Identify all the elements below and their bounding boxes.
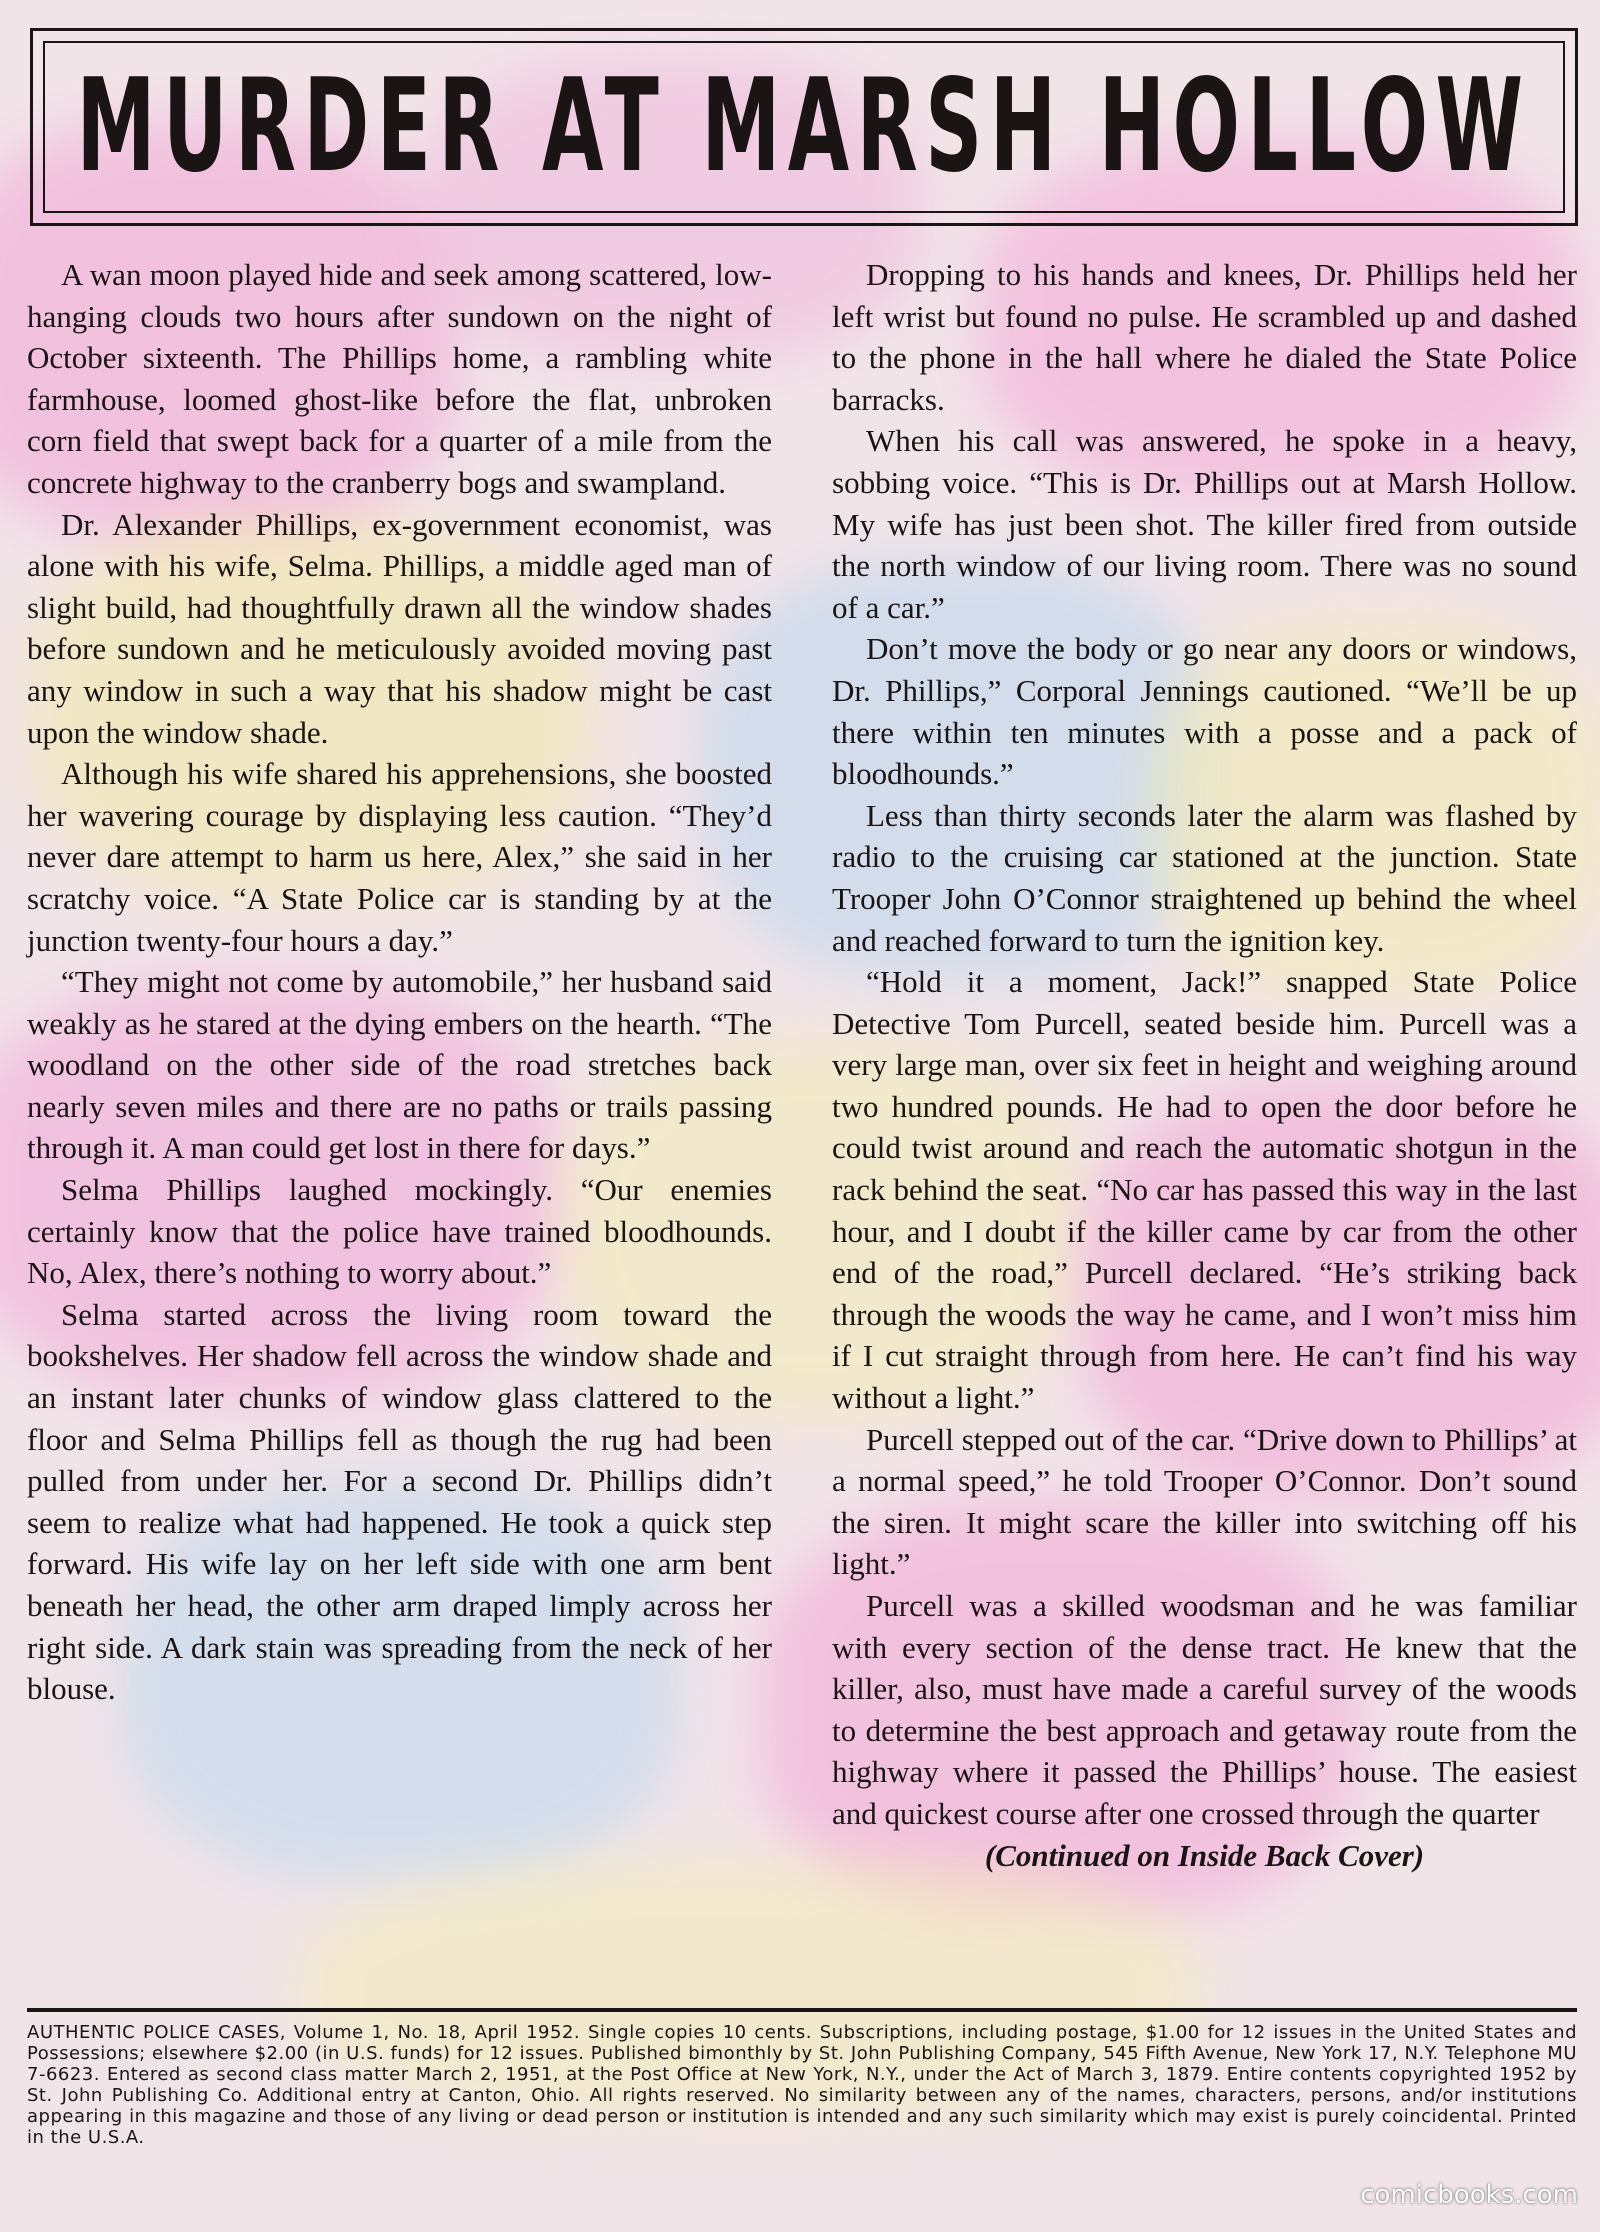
continued-note: (Continued on Inside Back Cover) — [984, 1837, 1425, 1873]
paragraph: “Hold it a moment, Jack!” snapped State Police Detective Tom Purcell, seated beside him. Purcell was a very large man, over six feet in height and weighing around two hundred pounds. He had to open the door before he could twist around and reach the automatic shotgun in the rack behind the seat. “No car has passed this way in the last hour, and I doubt if the killer came by car from the other end of the road,” Purcell declared. “He’s striking back through the woods the way he came, and I won’t miss him if I cut straight through from here. He can’t find his way without a light.” — [832, 964, 1577, 1416]
publication-notice: AUTHENTIC POLICE CASES, Volume 1, No. 18, April 1952. Single copies 10 cents. Subscriptions, including postage, $1.00 for 12 issues in the United States and Possessions; elsewhere $2.00 (in U.S. funds) for 12 issues. Published bimonthly by St. John Publishing Company, 545 Fifth Avenue, New York 17, N.Y. Telephone MU 7-6623. Entered as second class matter March 2, 1951, at the Post Office at New York, N.Y., under the Act of March 3, 1879. Entire contents copyrighted 1952 by St. John Publishing Co. Additional entry at Canton, Ohio. All rights reserved. No similarity between any of the names, characters, persons, and/or institutions appearing in this magazine and those of any living or dead person or institution is intended and any such similarity which may exist is purely coincidental. Printed in the U.S.A. — [27, 2022, 1577, 2148]
left-column — [27, 254, 772, 1710]
title-frame — [30, 28, 1578, 226]
watermark: comicbooks.com — [1360, 2180, 1578, 2210]
paragraph: Selma started across the living room toward the bookshelves. Her shadow fell across the window shade and an instant later chunks of window glass clattered to the floor and Selma Phillips fell as though the rug had been pulled from under her. For a second Dr. Phillips didn’t seem to realize what had happened. He took a quick step forward. His wife lay on her left side with one arm bent beneath her head, the other arm draped limply across her right side. A dark stain was spreading from the neck of her blouse. — [27, 1296, 772, 1707]
right-column — [832, 254, 1577, 1876]
paragraph: A wan moon played hide and seek among scattered, low-hanging clouds two hours after sundown on the night of October sixteenth. The Phillips home, a rambling white farmhouse, loomed ghost-like before the flat, unbroken corn field that swept back for a quarter of a mile from the concrete highway to the cranberry bogs and swampland. — [27, 257, 772, 500]
paragraph: Purcell stepped out of the car. “Drive down to Phillips’ at a normal speed,” he told Trooper O’Connor. Don’t sound the siren. It might scare the killer into switching off his light.” — [832, 1421, 1577, 1582]
paragraph: Selma Phillips laughed mockingly. “Our enemies certainly know that the police have trained bloodhounds. No, Alex, there’s nothing to worry about.” — [27, 1172, 772, 1291]
title-inner-frame — [43, 41, 1565, 213]
paragraph: Although his wife shared his apprehensions, she boosted her wavering courage by displaying less caution. “They’d never dare attempt to harm us here, Alex,” she said in her scratchy voice. “A State Police car is standing by at the junction twenty-four hours a day.” — [27, 756, 772, 958]
article-title: MURDER AT MARSH HOLLOW — [77, 52, 1531, 201]
paragraph: Don’t move the body or go near any doors or windows, Dr. Phillips,” Corporal Jennings cautioned. “We’ll be up there within ten minutes with a posse and a pack of bloodhounds.” — [832, 631, 1577, 792]
paragraph: Purcell was a skilled woodsman and he was familiar with every section of the dense tract. He knew that the killer, also, must have made a careful survey of the woods to determine the best approach and getaway route from the highway where it passed the Phillips’ house. The easiest and quickest course after one crossed through the quarter — [832, 1588, 1577, 1831]
paragraph: Less than thirty seconds later the alarm was flashed by radio to the cruising car stationed at the junction. State Trooper John O’Connor straightened up behind the wheel and reached forward to turn the ignition key. — [832, 797, 1577, 958]
paragraph: When his call was answered, he spoke in a heavy, sobbing voice. “This is Dr. Phillips out at Marsh Hollow. My wife has just been shot. The killer fired from outside the north window of our living room. There was no sound of a car.” — [832, 423, 1577, 625]
footer-divider — [27, 2008, 1577, 2012]
paragraph: Dropping to his hands and knees, Dr. Phillips held her left wrist but found no pulse. He scrambled up and dashed to the phone in the hall where he dialed the State Police barracks. — [832, 257, 1577, 417]
paragraph: “They might not come by automobile,” her husband said weakly as he stared at the dying embers on the hearth. “The woodland on the other side of the road stretches back nearly seven miles and there are no paths or trails passing through it. A man could get lost in there for days.” — [27, 964, 772, 1166]
article-body — [27, 254, 1577, 1994]
paragraph: Dr. Alexander Phillips, ex-government economist, was alone with his wife, Selma. Phillips, a middle aged man of slight build, had thoughtfully drawn all the window shades before sundown and he meticulously avoided moving past any window in such a way that his shadow might be cast upon the window shade. — [27, 506, 772, 750]
